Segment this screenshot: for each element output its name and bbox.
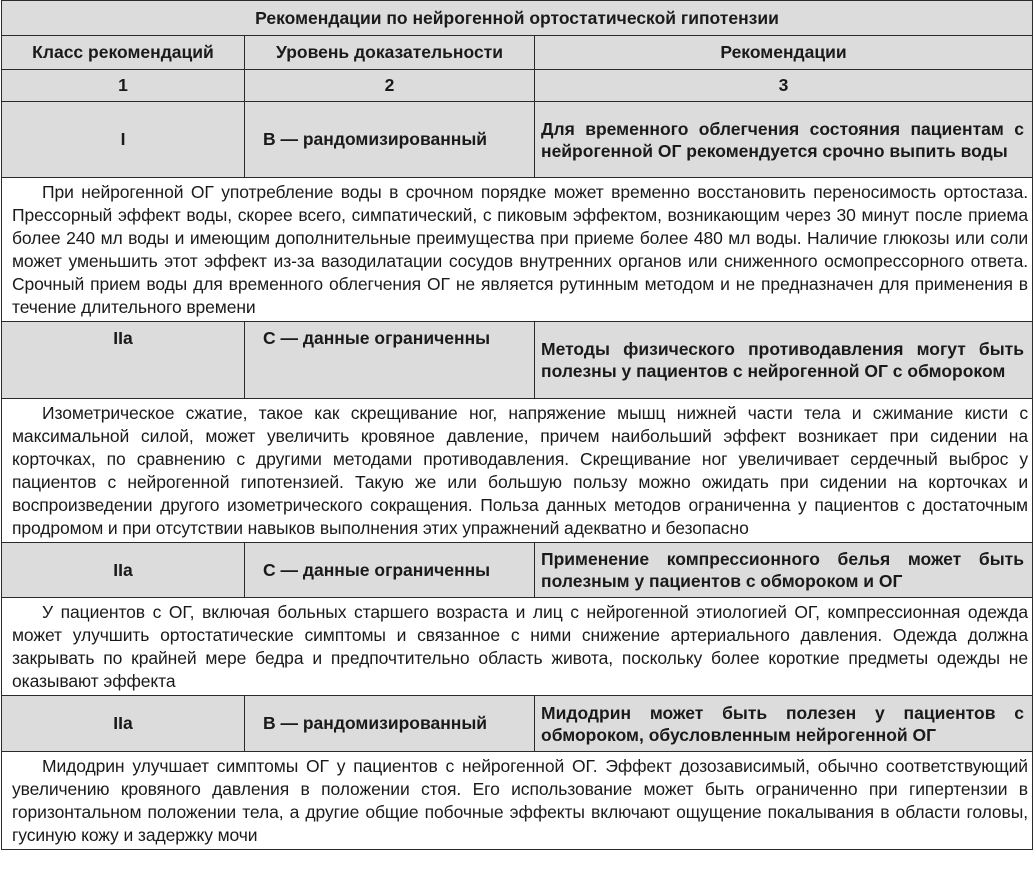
evidence-level: B — рандомизированный <box>245 696 535 752</box>
recommendation-text: Для временного облегчения состояния пациентам с нейрогенной ОГ рекомендуется срочно выпить воды <box>535 102 1033 178</box>
header-recommendation: Рекомендации <box>535 36 1033 70</box>
header-level: Уровень доказательности <box>245 36 535 70</box>
column-number-2: 2 <box>245 70 535 102</box>
column-number-1: 1 <box>2 70 245 102</box>
recommendation-class: I <box>2 102 245 178</box>
recommendation-text: Мидодрин может быть полезен у пациентов с обмороком, обусловленным нейрогенной ОГ <box>535 696 1033 752</box>
recommendation-description: Изометрическое сжатие, такое как скрещивание ног, напряжение мышц нижней части тела и сжимание кисти с максимальной силой, может увеличить кровяное давление, причем наибольший эффект возникает при сидении на корточках, по сравнению с другими методами противодавления. Скрещивание ног увеличивает сердечный выброс у пациентов с нейрогенной гипотензией. Такую же или большую пользу можно ожидать при сидении на корточках и воспроизведении другого изометрического сокращения. Польза данных методов ограниченна у пациентов с достаточным продромом и при отсутствии навыков выполнения этих упражнений адекватно и безопасно <box>2 399 1033 543</box>
recommendation-class: IIa <box>2 696 245 752</box>
recommendation-description: У пациентов с ОГ, включая больных старшего возраста и лиц с нейрогенной этиологией ОГ, компрессионная одежда может улучшить ортостатические симптомы и связанное с ними снижение артериального давления. Одежда должна закрывать по крайней мере бедра и предпочтительно область живота, поскольку более короткие предметы одежды не оказывают эффекта <box>2 598 1033 696</box>
header-class: Класс рекомендаций <box>2 36 245 70</box>
evidence-level: C — данные ограниченны <box>245 322 535 399</box>
column-number-3: 3 <box>535 70 1033 102</box>
recommendation-description: При нейрогенной ОГ употребление воды в срочном порядке может временно восстановить переносимость ортостаза. Прессорный эффект воды, скорее всего, симпатический, с пиковым эффектом, возникающим через 30 минут после приема более 240 мл воды и имеющим дополнительные преимущества при приеме более 480 мл воды. Наличие глюкозы или соли может уменьшить этот эффект из-за вазодилатации сосудов внутренних органов или сниженного осмопрессорного ответа. Срочный прием воды для временного облегчения ОГ не является рутинным методом и не предназначен для применения в течение длительного времени <box>2 178 1033 322</box>
evidence-level: C — данные ограниченны <box>245 543 535 598</box>
recommendation-class: IIa <box>2 543 245 598</box>
recommendation-text: Применение компрессионного белья может быть полезным у пациентов с обмороком и ОГ <box>535 543 1033 598</box>
table-title: Рекомендации по нейрогенной ортостатической гипотензии <box>2 1 1033 36</box>
recommendation-text: Методы физического противодавления могут быть полезны у пациентов с нейрогенной ОГ с обмороком <box>535 322 1033 399</box>
recommendations-table <box>1 0 1033 850</box>
recommendation-description: Мидодрин улучшает симптомы ОГ у пациентов с нейрогенной ОГ. Эффект дозозависимый, обычно соответствующий увеличению кровяного давления в положении стоя. Его использование может быть ограниченно при гипертензии в горизонтальном положении тела, а другие общие побочные эффекты включают ощущение покалывания в области головы, гусиную кожу и задержку мочи <box>2 752 1033 850</box>
evidence-level: B — рандомизированный <box>245 102 535 178</box>
recommendation-class: IIa <box>2 322 245 399</box>
